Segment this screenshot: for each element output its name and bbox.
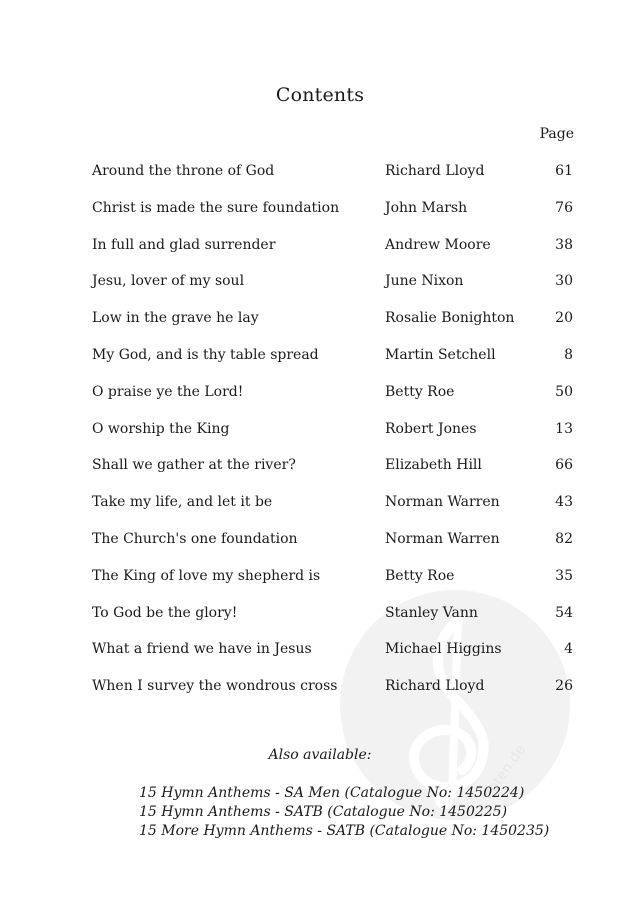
contents-entry — [92, 156, 573, 193]
contents-entry — [92, 634, 573, 671]
entry-composer: Richard Lloyd — [385, 163, 485, 179]
contents-entry — [92, 193, 573, 230]
entry-composer: Norman Warren — [385, 530, 500, 547]
entry-page: 38 — [555, 236, 573, 253]
entry-composer: Elizabeth Hill — [385, 457, 482, 474]
entry-page: 26 — [555, 678, 573, 695]
contents-entry — [92, 414, 573, 451]
contents-entry — [92, 598, 573, 635]
entry-title: O worship the King — [92, 420, 230, 437]
contents-entry — [92, 487, 573, 524]
entry-title: Shall we gather at the river? — [92, 457, 296, 474]
also-available-heading: Also available: — [268, 747, 372, 763]
contents-entry — [92, 671, 573, 708]
entry-composer: Norman Warren — [385, 494, 500, 511]
entry-title: To God be the glory! — [92, 604, 238, 621]
entry-page: 4 — [564, 641, 573, 658]
entry-page: 43 — [555, 494, 573, 511]
page-column-label: Page — [539, 126, 574, 142]
contents-entry — [92, 340, 573, 377]
contents-entry — [92, 230, 573, 267]
entry-title: Take my life, and let it be — [92, 494, 273, 511]
entry-page: 20 — [555, 310, 573, 327]
entry-page: 30 — [555, 273, 573, 290]
entry-title: Around the throne of God — [92, 163, 275, 179]
watermark-text: noten.de — [480, 742, 530, 803]
entry-composer: Robert Jones — [385, 420, 477, 437]
also-available-item: 15 Hymn Anthems - SA Men (Catalogue No: 1450224) — [139, 785, 525, 801]
entry-title: Low in the grave he lay — [92, 310, 259, 327]
contents-list — [92, 156, 573, 708]
entry-title: O praise ye the Lord! — [92, 383, 244, 400]
contents-entry — [92, 266, 573, 303]
entry-composer: Andrew Moore — [385, 236, 491, 253]
entry-composer: Richard Lloyd — [385, 678, 485, 695]
entry-composer: Michael Higgins — [385, 641, 502, 658]
also-available-list — [139, 784, 549, 841]
entry-title: The Church's one foundation — [92, 530, 298, 547]
contents-entry — [92, 524, 573, 561]
also-available-item: 15 More Hymn Anthems - SATB (Catalogue No: 1450235) — [139, 823, 550, 839]
entry-composer: Martin Setchell — [385, 346, 496, 363]
entry-page: 76 — [555, 199, 573, 216]
entry-title: What a friend we have in Jesus — [92, 641, 312, 658]
entry-page: 54 — [555, 604, 573, 621]
entry-title: Jesu, lover of my soul — [92, 273, 245, 290]
entry-page: 66 — [555, 457, 573, 474]
contents-entry — [92, 303, 573, 340]
entry-composer: Stanley Vann — [385, 604, 478, 621]
entry-title: In full and glad surrender — [92, 236, 276, 253]
entry-page: 50 — [555, 383, 573, 400]
entry-title: Christ is made the sure foundation — [92, 199, 340, 216]
page-title: Contents — [275, 84, 365, 106]
entry-composer: Betty Roe — [385, 567, 455, 584]
also-available-item: 15 Hymn Anthems - SATB (Catalogue No: 1450225) — [139, 804, 508, 820]
entry-page: 61 — [555, 163, 573, 179]
entry-composer: June Nixon — [385, 273, 464, 290]
contents-entry — [92, 561, 573, 598]
entry-page: 82 — [555, 530, 573, 547]
entry-title: When I survey the wondrous cross — [92, 678, 338, 695]
entry-title: The King of love my shepherd is — [92, 567, 321, 584]
entry-composer: Betty Roe — [385, 383, 455, 400]
contents-entry — [92, 377, 573, 414]
entry-page: 35 — [555, 567, 573, 584]
entry-title: My God, and is thy table spread — [92, 346, 319, 363]
entry-composer: Rosalie Bonighton — [385, 310, 515, 327]
contents-entry — [92, 450, 573, 487]
entry-composer: John Marsh — [385, 199, 468, 216]
entry-page: 13 — [555, 420, 573, 437]
entry-page: 8 — [564, 346, 573, 363]
